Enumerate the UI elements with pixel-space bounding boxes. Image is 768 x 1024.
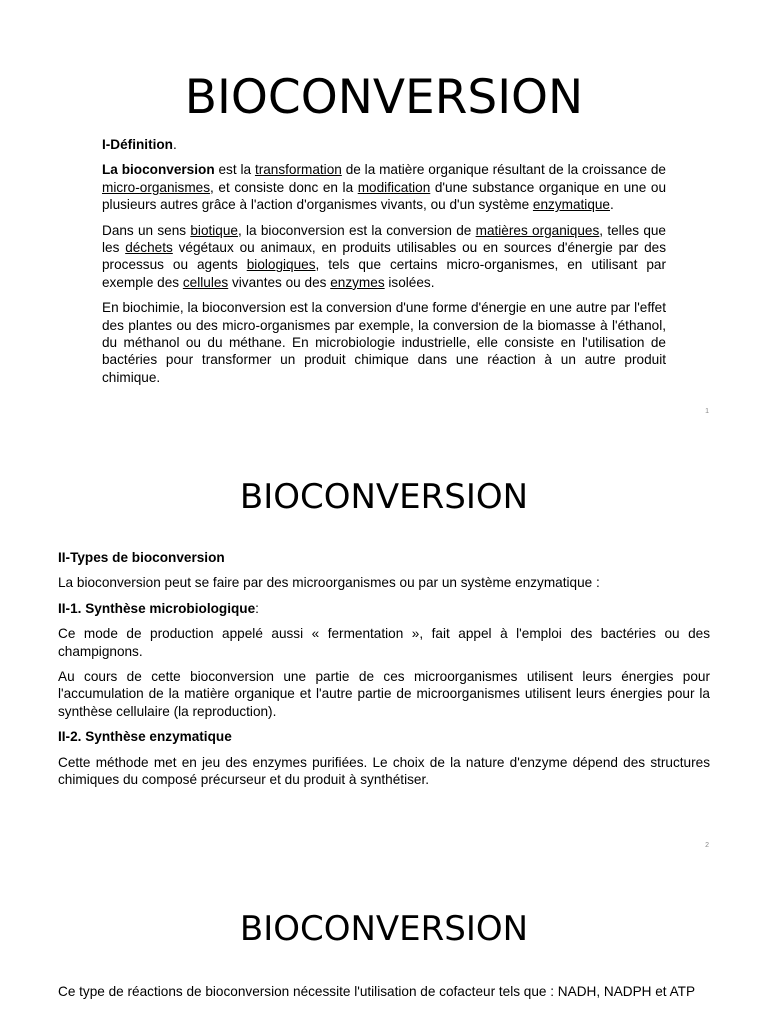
link-enzymatique[interactable]: enzymatique bbox=[532, 197, 610, 213]
page-number: 2 bbox=[705, 842, 709, 849]
energy-paragraph: Au cours de cette bioconversion une partie de ces microorganismes utilisent leurs énergies pour l'accumulation de la matière organique et l'autre partie de microorganismes utilisent leurs énergies pour la synthèse cellulaire (la reproduction). bbox=[58, 669, 710, 719]
slide-title: BIOCONVERSION bbox=[184, 70, 584, 125]
cofactor-paragraph: Ce type de réactions de bioconversion nécessite l'utilisation de cofacteur tels que : NADH, NADPH et ATP bbox=[58, 984, 696, 999]
slide-title: BIOCONVERSION bbox=[239, 477, 529, 517]
fermentation-paragraph: Ce mode de production appelé aussi « fermentation », fait appel à l'emploi des bactéries ou des champignons. bbox=[58, 626, 710, 659]
link-biologiques[interactable]: biologiques bbox=[246, 257, 316, 273]
link-modification[interactable]: modification bbox=[357, 179, 431, 195]
biotic-paragraph: Dans un sens biotique, la bioconversion est la conversion de matières organiques, telles que les déchets végétaux ou animaux, en produits utilisables ou en sources d'énergie par des processus ou agents biologiques, tels que certains micro-organismes, en utilisant par exemple des cellules vivantes ou des enzymes isolées. bbox=[102, 222, 666, 290]
slide-3 bbox=[0, 864, 768, 1024]
link-cellules[interactable]: cellules bbox=[182, 274, 229, 290]
slide-2 bbox=[0, 432, 768, 864]
biochemistry-paragraph: En biochimie, la bioconversion est la conversion d'une forme d'énergie en une autre par l'effet des plantes ou des micro-organismes par exemple, la conversion de la biomasse à l'éthanol, du méthanol ou du méthane. En microbiologie industrielle, elle consiste en l'utilisation de bactéries pour transformer un produit chimique dans une réaction à un autre produit chimique. bbox=[102, 300, 666, 385]
slide-title: BIOCONVERSION bbox=[239, 909, 529, 949]
slide-body bbox=[102, 136, 666, 394]
intro-paragraph: La bioconversion peut se faire par des microorganismes ou par un système enzymatique : bbox=[58, 575, 600, 591]
link-micro-organismes[interactable]: micro-organismes bbox=[102, 179, 211, 195]
link-dechets[interactable]: déchets bbox=[125, 240, 173, 256]
slide-body bbox=[58, 983, 710, 1008]
definition-paragraph: La bioconversion est la transformation de la matière organique résultant de la croissance de micro-organismes, et consiste donc en la modification d'une substance organique en une ou plusieurs autres grâce à l'action d'organismes vivants, ou d'un système enzymatique. bbox=[102, 162, 667, 213]
subsection-heading: II-2. Synthèse enzymatique bbox=[58, 729, 232, 745]
enzymatic-paragraph: Cette méthode met en jeu des enzymes purifiées. Le choix de la nature d'enzyme dépend des structures chimiques du composé précurseur et du produit à synthétiser. bbox=[58, 754, 710, 788]
slide-1 bbox=[0, 0, 768, 432]
link-transformation[interactable]: transformation bbox=[254, 162, 342, 178]
section-heading: I-Définition. bbox=[102, 137, 177, 152]
section-heading: II-Types de bioconversion bbox=[58, 550, 225, 565]
link-biotique[interactable]: biotique bbox=[190, 222, 238, 238]
link-enzymes[interactable]: enzymes bbox=[330, 274, 385, 290]
slide-body bbox=[58, 549, 710, 796]
subsection-heading: II-1. Synthèse microbiologique: bbox=[58, 600, 259, 616]
link-matieres-organiques[interactable]: matières organiques bbox=[475, 222, 600, 238]
page-number: 1 bbox=[705, 408, 709, 415]
